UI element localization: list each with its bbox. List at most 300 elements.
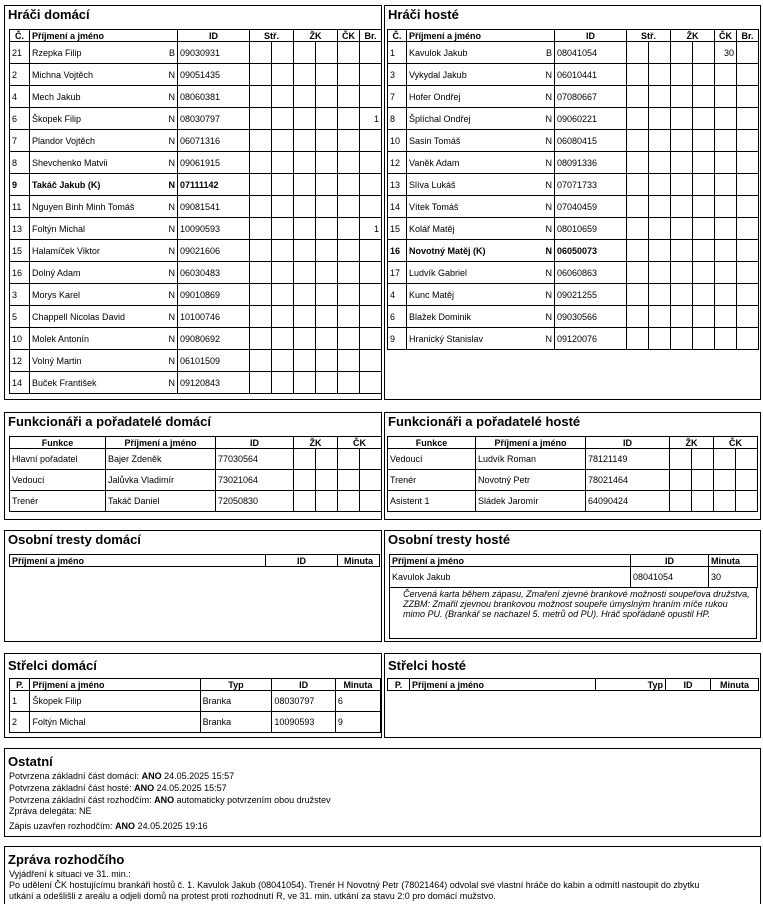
- col-str: Stř.: [627, 30, 671, 42]
- player-number: 14: [10, 372, 30, 394]
- official-role: Asistent 1: [388, 491, 476, 512]
- goals-cell: [250, 196, 272, 218]
- table-row: [10, 262, 382, 284]
- table-row: [388, 491, 758, 512]
- player-name-text: Mech Jakub: [32, 91, 81, 102]
- col-ck: ČK: [338, 30, 360, 42]
- col-br: Br.: [360, 30, 382, 42]
- table-row: [388, 196, 759, 218]
- goals-cell: [627, 86, 649, 108]
- official-name: Takáč Daniel: [106, 491, 216, 512]
- player-id: 08091336: [555, 152, 627, 174]
- referee-report-line-2: Po udělení ČK hostujícímu brankáři hostů č. 1. Kavulok Jakub (08041054). Trenér H Novotný Petr (78021464) odvolal své vlastní hráče do kabin a odmítl nastoupit do zbytku: [9, 880, 700, 890]
- col-id: ID: [555, 30, 627, 42]
- yellow-card-cell: [671, 240, 693, 262]
- player-id: 06050073: [555, 240, 627, 262]
- player-id: 09120076: [555, 328, 627, 350]
- yellow-card-cell-2: [693, 284, 715, 306]
- red-card-cell-2: [736, 470, 758, 491]
- scorer-minute: 6: [335, 691, 380, 712]
- col-zk: ŽK: [294, 30, 338, 42]
- home-scorers-title: Střelci domácí: [8, 658, 97, 673]
- other-line-5: Zápis uzavřen rozhodčím: ANO 24.05.2025 19:16: [9, 821, 208, 831]
- player-name: [407, 262, 555, 284]
- player-position: N: [168, 69, 175, 80]
- goals-cell: [627, 196, 649, 218]
- goals-br-cell: [360, 240, 382, 262]
- player-number: 10: [10, 328, 30, 350]
- player-number: 6: [388, 306, 407, 328]
- table-row: [388, 108, 759, 130]
- table-row: [10, 64, 382, 86]
- col-name: Příjmení a jméno: [106, 437, 216, 449]
- red-card-cell: [714, 449, 736, 470]
- table-row: [10, 218, 382, 240]
- yellow-card-cell: [294, 42, 316, 64]
- goals-cell-2: [649, 86, 671, 108]
- player-name-text: Foltýn Michal: [32, 223, 86, 234]
- goals-br-cell: [737, 262, 759, 284]
- red-card-cell: [338, 218, 360, 240]
- official-name: Ludvík Roman: [476, 449, 586, 470]
- table-row: [10, 152, 382, 174]
- player-name: [30, 42, 178, 64]
- scorer-order: 1: [10, 691, 30, 712]
- goals-cell: [250, 42, 272, 64]
- yellow-card-cell: [294, 372, 316, 394]
- player-name-text: Kunc Matěj: [409, 289, 455, 300]
- referee-report-line-1: Vyjádření k situaci ve 31. min.:: [9, 869, 131, 879]
- yellow-card-cell-2: [692, 491, 714, 512]
- yellow-card-cell-2: [693, 240, 715, 262]
- goals-cell: [250, 262, 272, 284]
- scorer-order: 2: [10, 712, 30, 733]
- player-position: N: [168, 333, 175, 344]
- yellow-card-cell-2: [316, 284, 338, 306]
- player-id: 06010441: [555, 64, 627, 86]
- scorer-name: Foltýn Michal: [30, 712, 200, 733]
- player-name-text: Michna Vojtěch: [32, 69, 94, 80]
- col-role: Funkce: [388, 437, 476, 449]
- home-penalties-section: [4, 530, 382, 642]
- yellow-card-cell-2: [316, 108, 338, 130]
- goals-cell: [250, 218, 272, 240]
- player-name: [407, 328, 555, 350]
- player-position: N: [168, 289, 175, 300]
- red-card-cell: [338, 470, 360, 491]
- yellow-card-cell: [294, 152, 316, 174]
- player-position: N: [168, 223, 175, 234]
- official-id: 77030564: [216, 449, 294, 470]
- goals-br-cell: [737, 240, 759, 262]
- player-name: [407, 284, 555, 306]
- red-card-cell: [715, 174, 737, 196]
- goals-cell: [250, 64, 272, 86]
- table-row: [388, 64, 759, 86]
- official-id: 72050830: [216, 491, 294, 512]
- red-card-cell: [715, 262, 737, 284]
- player-position: N: [545, 245, 552, 256]
- goals-cell-2: [272, 86, 294, 108]
- col-ck: ČK: [338, 437, 382, 449]
- player-name-text: Novotný Matěj (K): [409, 245, 486, 256]
- col-zk: ŽK: [670, 437, 714, 449]
- player-name: [407, 108, 555, 130]
- red-card-cell: [338, 491, 360, 512]
- goals-br-cell: [360, 64, 382, 86]
- player-name: [30, 284, 178, 306]
- away-officials-table: [387, 436, 758, 512]
- player-name: [407, 218, 555, 240]
- player-position: N: [545, 91, 552, 102]
- player-number: 5: [10, 306, 30, 328]
- yellow-card-cell-2: [316, 306, 338, 328]
- player-number: 8: [10, 152, 30, 174]
- table-row: [388, 470, 758, 491]
- goals-cell: [250, 174, 272, 196]
- red-card-cell: [715, 328, 737, 350]
- goals-cell-2: [272, 306, 294, 328]
- yellow-card-cell: [670, 470, 692, 491]
- goals-cell-2: [649, 240, 671, 262]
- yellow-card-cell-2: [693, 328, 715, 350]
- goals-cell: [627, 130, 649, 152]
- table-row: [388, 262, 759, 284]
- goals-cell-2: [272, 218, 294, 240]
- player-name-text: Chappell Nicolas David: [32, 311, 126, 322]
- player-name-text: Vykydal Jakub: [409, 69, 467, 80]
- player-number: 12: [388, 152, 407, 174]
- goals-br-cell: [737, 196, 759, 218]
- goals-cell-2: [649, 42, 671, 64]
- yellow-card-cell-2: [316, 130, 338, 152]
- red-card-cell: [715, 284, 737, 306]
- player-name: [407, 174, 555, 196]
- col-br: Br.: [737, 30, 759, 42]
- red-card-cell: [338, 449, 360, 470]
- table-row: [388, 218, 759, 240]
- red-card-cell: [715, 218, 737, 240]
- yellow-card-cell-2: [693, 174, 715, 196]
- table-row: [10, 350, 382, 372]
- player-id: 06030483: [178, 262, 250, 284]
- player-name-text: Takáč Jakub (K): [32, 179, 101, 190]
- red-card-cell: [338, 350, 360, 372]
- goals-cell: [250, 372, 272, 394]
- table-row: [10, 108, 382, 130]
- col-type: Typ: [596, 679, 666, 691]
- player-number: 16: [388, 240, 407, 262]
- goals-br-cell: 1: [360, 108, 382, 130]
- yellow-card-cell-2: [316, 449, 338, 470]
- player-position: N: [545, 113, 552, 124]
- table-row: [388, 174, 759, 196]
- red-card-cell-2: [360, 491, 382, 512]
- col-id: ID: [216, 437, 294, 449]
- player-number: 4: [388, 284, 407, 306]
- home-scorers-table: [9, 678, 381, 733]
- table-row: [388, 42, 759, 64]
- table-row: [388, 152, 759, 174]
- red-card-cell: [715, 86, 737, 108]
- player-number: 6: [10, 108, 30, 130]
- red-card-cell: [338, 306, 360, 328]
- goals-cell: [627, 218, 649, 240]
- player-number: 15: [388, 218, 407, 240]
- goals-cell-2: [272, 108, 294, 130]
- official-role: Vedoucí: [388, 449, 476, 470]
- scorer-type: Branka: [200, 691, 272, 712]
- table-row: [10, 691, 381, 712]
- goals-cell: [250, 328, 272, 350]
- yellow-card-cell: [294, 449, 316, 470]
- table-row: [388, 328, 759, 350]
- other-title: Ostatní: [8, 754, 53, 769]
- player-number: 15: [10, 240, 30, 262]
- player-number: 2: [10, 64, 30, 86]
- col-minute: Minuta: [338, 555, 380, 567]
- red-card-cell: [715, 130, 737, 152]
- player-number: 21: [10, 42, 30, 64]
- player-name: [30, 218, 178, 240]
- goals-cell: [627, 262, 649, 284]
- table-row: [10, 240, 382, 262]
- goals-cell: [627, 64, 649, 86]
- player-name: [30, 372, 178, 394]
- yellow-card-cell: [671, 130, 693, 152]
- red-card-cell: [715, 196, 737, 218]
- player-name-text: Hranický Stanislav: [409, 333, 484, 344]
- yellow-card-cell-2: [316, 262, 338, 284]
- player-number: 7: [10, 130, 30, 152]
- goals-cell: [627, 284, 649, 306]
- other-line-1: Potvrzena základní část domácí: ANO 24.05.2025 15:57: [9, 771, 235, 781]
- col-name: Příjmení a jméno: [30, 30, 178, 42]
- yellow-card-cell-2: [693, 262, 715, 284]
- yellow-card-cell-2: [316, 240, 338, 262]
- goals-cell-2: [272, 42, 294, 64]
- player-number: 9: [388, 328, 407, 350]
- goals-br-cell: [360, 306, 382, 328]
- player-number: 17: [388, 262, 407, 284]
- player-id: 09051435: [178, 64, 250, 86]
- player-id: 06060863: [555, 262, 627, 284]
- home-players-title: Hráči domácí: [8, 7, 90, 22]
- player-position: N: [168, 179, 175, 190]
- yellow-card-cell: [671, 174, 693, 196]
- player-position: N: [545, 135, 552, 146]
- player-name: [30, 108, 178, 130]
- red-card-cell: [338, 130, 360, 152]
- yellow-card-cell-2: [316, 470, 338, 491]
- yellow-card-cell: [671, 328, 693, 350]
- scorer-type: Branka: [200, 712, 272, 733]
- goals-cell-2: [649, 174, 671, 196]
- yellow-card-cell-2: [316, 86, 338, 108]
- official-role: Trenér: [10, 491, 106, 512]
- col-id: ID: [178, 30, 250, 42]
- player-name-text: Plandor Vojtěch: [32, 135, 96, 146]
- col-id: ID: [586, 437, 670, 449]
- player-position: B: [545, 47, 552, 58]
- yellow-card-cell: [294, 130, 316, 152]
- player-id: 09030566: [555, 306, 627, 328]
- col-ck: ČK: [714, 437, 758, 449]
- home-penalties-table: [9, 554, 380, 567]
- player-number: 12: [10, 350, 30, 372]
- player-name: [30, 86, 178, 108]
- player-position: N: [545, 333, 552, 344]
- player-number: 13: [10, 218, 30, 240]
- player-number: 3: [10, 284, 30, 306]
- goals-cell-2: [272, 262, 294, 284]
- player-name-text: Morys Karel: [32, 289, 81, 300]
- player-position: N: [168, 135, 175, 146]
- goals-br-cell: [737, 152, 759, 174]
- player-number: 16: [10, 262, 30, 284]
- yellow-card-cell: [294, 64, 316, 86]
- goals-cell: [250, 284, 272, 306]
- table-row: [10, 449, 382, 470]
- yellow-card-cell-2: [316, 218, 338, 240]
- table-row: [10, 284, 382, 306]
- goals-br-cell: [360, 328, 382, 350]
- player-id: 07040459: [555, 196, 627, 218]
- away-officials-title: Funkcionáři a pořadatelé hosté: [388, 414, 581, 429]
- red-card-cell: [338, 284, 360, 306]
- col-no: Č.: [388, 30, 407, 42]
- player-position: N: [545, 179, 552, 190]
- player-position: B: [168, 47, 175, 58]
- yellow-card-cell-2: [693, 196, 715, 218]
- other-line-3: Potvrzena základní část rozhodčím: ANO automaticky potvrzením obou družstev: [9, 795, 331, 805]
- player-name: [407, 130, 555, 152]
- yellow-card-cell-2: [316, 152, 338, 174]
- table-row: [388, 130, 759, 152]
- red-card-cell: [338, 174, 360, 196]
- goals-br-cell: [360, 262, 382, 284]
- official-role: Vedoucí: [10, 470, 106, 491]
- goals-cell-2: [272, 152, 294, 174]
- goals-br-cell: [737, 130, 759, 152]
- home-officials-title: Funkcionáři a pořadatelé domácí: [8, 414, 211, 429]
- col-name: Příjmení a jméno: [30, 679, 200, 691]
- yellow-card-cell-2: [693, 42, 715, 64]
- goals-br-cell: [737, 86, 759, 108]
- player-position: N: [168, 157, 175, 168]
- player-id: 06080415: [555, 130, 627, 152]
- player-name-text: Kavulok Jakub: [409, 47, 468, 58]
- col-name: Příjmení a jméno: [407, 30, 555, 42]
- yellow-card-cell-2: [316, 64, 338, 86]
- col-id: ID: [666, 679, 711, 691]
- player-number: 14: [388, 196, 407, 218]
- col-str: Stř.: [250, 30, 294, 42]
- away-officials-section: [384, 412, 761, 520]
- yellow-card-cell: [294, 306, 316, 328]
- official-name: Sládek Jaromír: [476, 491, 586, 512]
- goals-br-cell: [737, 284, 759, 306]
- scorer-minute: 9: [335, 712, 380, 733]
- goals-cell-2: [649, 196, 671, 218]
- goals-cell: [627, 328, 649, 350]
- player-name: [407, 240, 555, 262]
- player-position: N: [545, 69, 552, 80]
- goals-br-cell: [737, 108, 759, 130]
- goals-cell-2: [649, 130, 671, 152]
- player-number: 13: [388, 174, 407, 196]
- goals-br-cell: [360, 174, 382, 196]
- player-position: N: [168, 91, 175, 102]
- table-row: [10, 470, 382, 491]
- goals-cell-2: [272, 350, 294, 372]
- yellow-card-cell-2: [693, 108, 715, 130]
- table-row: [390, 567, 758, 588]
- goals-cell-2: [272, 64, 294, 86]
- player-position: N: [168, 245, 175, 256]
- player-name-text: Nguyen Binh Minh Tomáš: [32, 201, 135, 212]
- goals-br-cell: [360, 372, 382, 394]
- goals-cell: [250, 350, 272, 372]
- table-row: [10, 130, 382, 152]
- red-card-cell: [338, 196, 360, 218]
- yellow-card-cell-2: [693, 218, 715, 240]
- player-id: 09060221: [555, 108, 627, 130]
- goals-cell-2: [272, 284, 294, 306]
- goals-cell: [250, 108, 272, 130]
- player-position: N: [545, 311, 552, 322]
- col-ck: ČK: [715, 30, 737, 42]
- other-line-2: Potvrzena základní část hosté: ANO 24.05.2025 15:57: [9, 783, 227, 793]
- player-id: 09120843: [178, 372, 250, 394]
- penalty-player-id: 08041054: [631, 567, 709, 588]
- scorer-id: 10090593: [272, 712, 336, 733]
- table-row: [10, 328, 382, 350]
- official-name: Novotný Petr: [476, 470, 586, 491]
- goals-cell: [627, 42, 649, 64]
- away-penalties-section: [384, 530, 761, 642]
- goals-cell-2: [649, 218, 671, 240]
- goals-cell-2: [649, 64, 671, 86]
- red-card-cell: [338, 152, 360, 174]
- player-name: [407, 196, 555, 218]
- goals-cell-2: [649, 328, 671, 350]
- player-name: [30, 174, 178, 196]
- red-card-cell: [338, 108, 360, 130]
- table-row: [388, 449, 758, 470]
- yellow-card-cell: [670, 449, 692, 470]
- player-position: N: [545, 289, 552, 300]
- yellow-card-cell-2: [693, 86, 715, 108]
- goals-cell-2: [272, 240, 294, 262]
- red-card-cell: [338, 328, 360, 350]
- goals-br-cell: [360, 86, 382, 108]
- red-card-cell: [715, 240, 737, 262]
- player-name-text: Rzepka Filip: [32, 47, 82, 58]
- player-id: 09030931: [178, 42, 250, 64]
- player-name: [30, 262, 178, 284]
- scorer-id: 08030797: [272, 691, 336, 712]
- player-name-text: Volný Martin: [32, 355, 82, 366]
- goals-cell-2: [272, 130, 294, 152]
- col-id: ID: [266, 555, 338, 567]
- table-row: [10, 174, 382, 196]
- referee-report-line-3: utkání a odešlišli z areálu a odjeli domů na protest proti rozhodnutí R, ve 31. min. utkání za stavu 2:0 pro domácí mužstvo.: [9, 891, 496, 901]
- red-card-cell: [714, 470, 736, 491]
- player-id: 10090593: [178, 218, 250, 240]
- yellow-card-cell: [671, 108, 693, 130]
- official-id: 78021464: [586, 470, 670, 491]
